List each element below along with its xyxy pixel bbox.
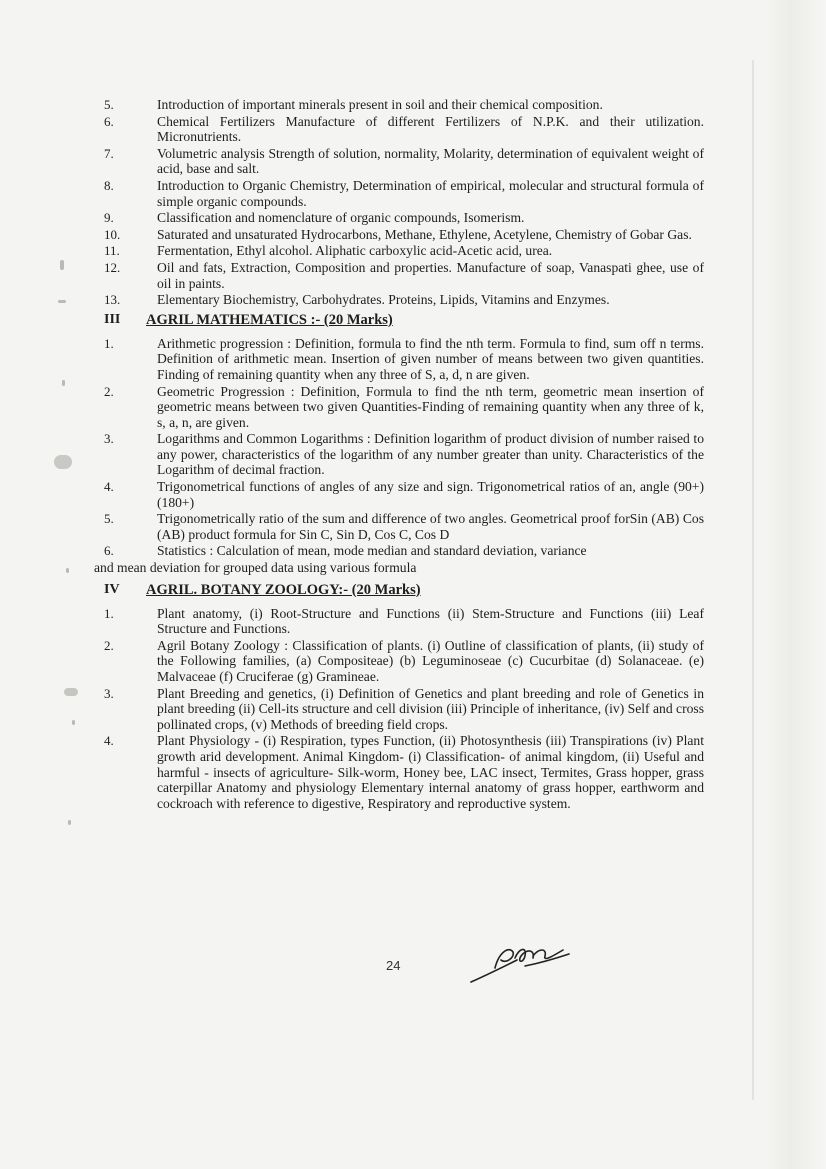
list-item-number: 9. (104, 210, 114, 226)
list-item-text: Trigonometrical functions of angles of any size and sign. Trigonometrical ratios of an, angle (90+) (180+) (157, 479, 704, 510)
list-item (104, 336, 704, 383)
list-item-number: 13. (104, 292, 121, 308)
list-item-number: 6. (104, 113, 114, 129)
list-item-text: Introduction of important minerals present in soil and their chemical composition. (157, 97, 603, 112)
list-item-text: Elementary Biochemistry, Carbohydrates. Proteins, Lipids, Vitamins and Enzymes. (157, 292, 610, 308)
list-item-text: Fermentation, Ethyl alcohol. Aliphatic carboxylic acid-Acetic acid, urea. (157, 243, 553, 259)
list-item (104, 431, 704, 478)
list-item-number: 4. (104, 479, 114, 495)
list-item (104, 260, 704, 291)
list-item-text: Statistics : Calculation of mean, mode median and standard deviation, variance (157, 543, 587, 559)
page-number: 24 (386, 958, 401, 973)
list-item-number: 1. (104, 605, 114, 621)
list-item-number: 12. (104, 259, 121, 275)
section-4-list (104, 606, 704, 812)
list-item (104, 479, 704, 510)
list-item-text: Volumetric analysis Strength of solution, normality, Molarity, determination of equivalent weight of acid, base and salt. (157, 145, 704, 177)
list-item-text: Agril Botany Zoology : Classification of plants. (i) Outline of classification of plants, (ii) study of the Following families, (a) Compositeae) (b) Leguminoseae (c) Cucurbitae (d) Solanaceae. (e) Malvaceae (f) Cruciferae (g) Gramineae. (157, 637, 704, 684)
list-item-number: 2. (104, 637, 114, 653)
list-item-text: Plant Breeding and genetics, (i) Definition of Genetics and plant breeding and role of Genetics in plant breeding (ii) Cell-its structure and cell division (iii) Principle of inheritance, (iv) Self and cross pollinated crops, (v) Methods of breeding field crops. (157, 685, 704, 732)
list-item-number: 4. (104, 733, 114, 749)
section-2-continued-list (104, 97, 704, 308)
list-item (104, 686, 704, 733)
list-item-number: 10. (104, 226, 121, 242)
section-4-numeral: IV (104, 581, 120, 597)
scan-margin-marks (50, 250, 80, 850)
list-item-text: Saturated and unsaturated Hydrocarbons, Methane, Ethylene, Acetylene, Chemistry of Gobar Gas. (157, 226, 692, 242)
list-item (104, 114, 704, 145)
list-item-number: 6. (104, 543, 114, 559)
list-item (104, 210, 704, 226)
list-item-number: 3. (104, 431, 114, 447)
list-item (104, 733, 704, 811)
section-3-title: AGRIL MATHEMATICS :- (20 Marks) (146, 311, 393, 328)
signature-image (465, 938, 575, 988)
list-item-text: Arithmetic progression : Definition, formula to find the nth term. Formula to find, sum off n terms. Definition of arithmetic mean. Insertion of given number of means between two given quantities. Finding of remaining quantity when any three of S, a, d, n are given. (157, 335, 704, 382)
list-item-text: Oil and fats, Extraction, Composition and properties. Manufacture of soap, Vanaspati ghee, use of oil in paints. (157, 259, 704, 291)
scan-shadow (766, 0, 826, 1169)
list-item (104, 227, 704, 243)
list-item-number: 8. (104, 177, 114, 193)
list-item-number: 1. (104, 335, 114, 351)
list-item (104, 178, 704, 209)
list-item (104, 146, 704, 177)
list-item (104, 511, 704, 542)
list-item-text: Logarithms and Common Logarithms : Definition logarithm of product division of number raised to any power, characteristics of the logarithm of any number greater than unity. Characteristics of the Logarithm of decimal fraction. (157, 431, 704, 478)
list-item-text: Trigonometrically ratio of the sum and difference of two angles. Geometrical proof forSin (AB) Cos (AB) product formula for Sin C, Sin D, Cos C, Cos D (157, 511, 704, 542)
list-item (104, 243, 704, 259)
list-item-continuation: and mean deviation for grouped data using various formula (94, 560, 417, 576)
list-item-text: Introduction to Organic Chemistry, Determination of empirical, molecular and structural formula of simple organic compounds. (157, 177, 704, 209)
section-3-numeral: III (104, 311, 121, 327)
section-3-heading (104, 312, 704, 330)
list-item (104, 638, 704, 685)
list-item-text: Chemical Fertilizers Manufacture of different Fertilizers of N.P.K. and their utilization. Micronutrients. (157, 113, 704, 145)
list-item-number: 3. (104, 685, 114, 701)
list-item-text: Geometric Progression : Definition, Formula to find the nth term, geometric mean insertion of geometric means between two given Quantities-Finding of remaining quantity when any three of k, s, a, n, are given. (157, 383, 704, 430)
list-item-text: Classification and nomenclature of organic compounds, Isomerism. (157, 210, 525, 226)
list-item-text: Plant Physiology - (i) Respiration, types Function, (ii) Photosynthesis (iii) Transpirations (iv) Plant growth arid development. Animal Kingdom- (i) Classification- of animal kingdom, (ii) Useful and harmful - insects of agriculture- Silk-worm, Honey bee, LAC insect, Termites, Grass hopper, grass caterpillar Anatomy and physiology Elementary internal anatomy of grass hopper, earthworm and cockroach with reference to digestive, Respiratory and reproductive system. (157, 733, 704, 811)
list-item (104, 292, 704, 308)
scan-fold-line (752, 60, 754, 1100)
section-3-list (94, 335, 704, 576)
list-item-number: 5. (104, 97, 114, 112)
list-item (104, 97, 704, 113)
list-item-number: 2. (104, 383, 114, 399)
list-item (104, 384, 704, 431)
list-item (104, 606, 704, 637)
list-item-number: 7. (104, 145, 114, 161)
section-4-title: AGRIL. BOTANY ZOOLOGY:- (20 Marks) (146, 581, 421, 598)
syllabus-content (94, 97, 704, 812)
list-item-number: 11. (104, 243, 120, 259)
list-item-number: 5. (104, 511, 114, 527)
section-4-heading (104, 582, 704, 600)
list-item-text: Plant anatomy, (i) Root-Structure and Functions (ii) Stem-Structure and Functions (iii) Leaf Structure and Functions. (157, 605, 704, 637)
list-item (104, 543, 704, 559)
